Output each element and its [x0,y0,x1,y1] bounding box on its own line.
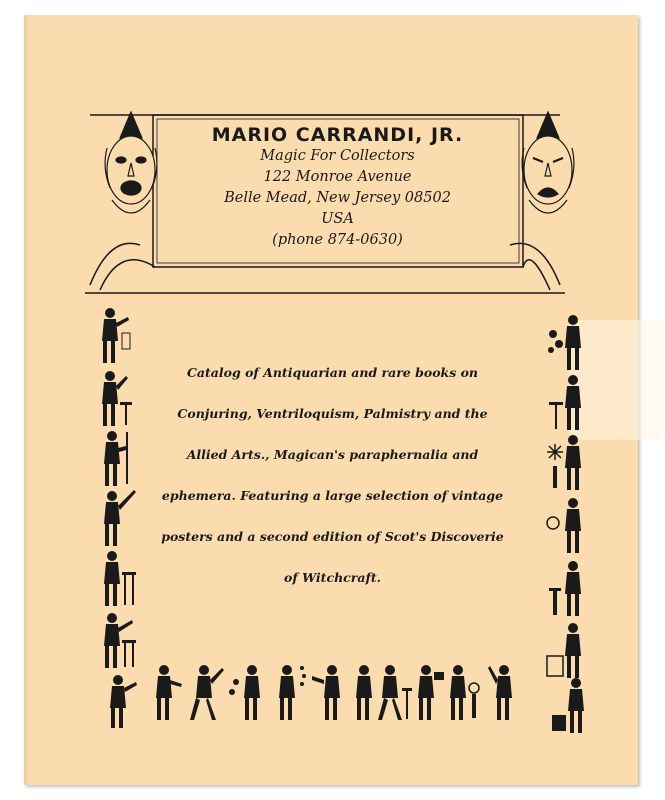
magician-figure-icon [98,305,134,365]
magician-figure-icon [548,675,588,735]
description-line: Conjuring, Ventriloquism, Palmistry and the [177,406,488,421]
dealer-city: Belle Mead, New Jersey 08502 [224,190,451,206]
description-line: of Witchcraft. [284,570,381,585]
magician-figure-icon [279,665,306,720]
dealer-street: 122 Monroe Avenue [263,169,412,185]
magician-figure-icon [545,620,585,680]
magician-figure-icon [100,428,136,488]
magician-figure-icon [418,665,444,720]
magician-figure-icon [450,665,479,720]
magician-figure-icon [312,665,340,720]
dealer-country: USA [321,211,354,227]
dealer-phone: (phone 874-0630) [272,232,403,248]
magician-figure-icon [545,432,585,492]
header-text [155,118,520,268]
magician-figure-icon [100,548,140,608]
magician-figure-icon [545,495,585,555]
catalog-description [140,352,525,598]
magician-figure-icon [488,665,512,720]
magician-figure-icon [378,665,412,720]
magician-figure-icon [100,488,140,548]
dealer-subtitle: Magic For Collectors [260,148,415,164]
magician-figure-icon [545,312,585,372]
magician-figure-icon [356,665,372,720]
description-line: Catalog of Antiquarian and rare books on [186,365,479,380]
magician-figure-icon [156,665,182,720]
magician-figure-icon [106,672,142,730]
description-line: ephemera. Featuring a large selection of vintage [161,488,504,503]
tragedy-mask-icon [517,108,579,226]
description-line: Allied Arts., Magican's paraphernalia and [186,447,479,462]
comedy-mask-icon [100,108,162,226]
magician-figure-icon [100,610,140,670]
magician-figures-row [152,662,522,724]
description-line: posters and a second edition of Scot's Discoverie [161,529,504,544]
magician-figure-icon [190,665,224,720]
magician-figure-icon [229,665,260,720]
magician-figure-icon [98,368,134,428]
magician-figure-icon [545,372,585,432]
dealer-name: MARIO CARRANDI, JR. [211,124,464,146]
magician-figure-icon [545,558,585,618]
